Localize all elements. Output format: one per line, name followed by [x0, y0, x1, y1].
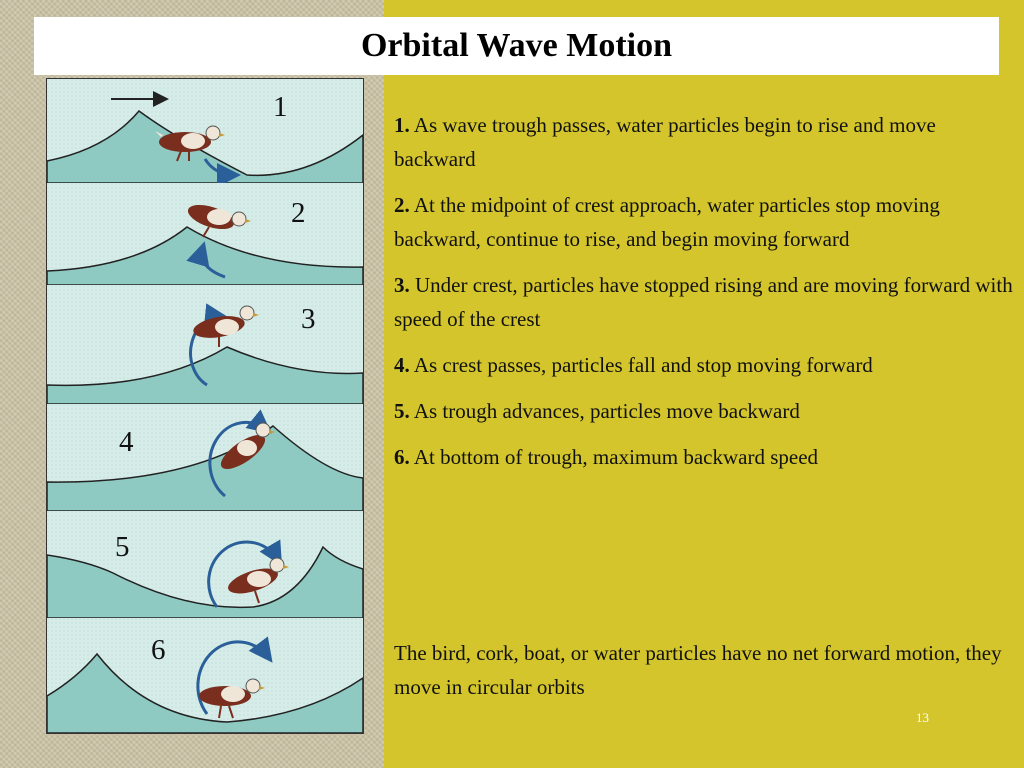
step-5	[394, 394, 1016, 428]
panel-number-5: 5	[115, 531, 130, 563]
panel-number-4: 4	[119, 426, 134, 458]
step-text: As crest passes, particles fall and stop moving forward	[413, 353, 873, 377]
step-number: 4.	[394, 353, 410, 377]
panel-number-6: 6	[151, 634, 166, 666]
wave-panel-3-graphic	[47, 285, 363, 404]
step-number: 3.	[394, 273, 410, 297]
title-banner	[34, 17, 999, 75]
wave-panel-1	[47, 79, 363, 184]
wave-panel-5-graphic	[47, 511, 363, 618]
step-6	[394, 440, 1016, 474]
slide-number: 13	[916, 710, 929, 725]
wave-motion-illustration	[46, 78, 364, 734]
panel-number-1: 1	[273, 91, 288, 123]
step-text: As wave trough passes, water particles begin to rise and move backward	[394, 113, 936, 171]
wave-panel-4	[47, 404, 363, 512]
step-1	[394, 108, 1016, 176]
steps-list	[394, 108, 1016, 486]
step-2	[394, 188, 1016, 256]
wave-panel-2-graphic	[47, 183, 363, 285]
wave-panel-6	[47, 618, 363, 733]
step-number: 5.	[394, 399, 410, 423]
panel-number-2: 2	[291, 197, 306, 229]
step-text: As trough advances, particles move backward	[413, 399, 800, 423]
step-number: 2.	[394, 193, 410, 217]
panel-number-3: 3	[301, 303, 316, 335]
wave-panel-3	[47, 285, 363, 405]
wave-panel-6-graphic	[47, 618, 363, 733]
slide-title: Orbital Wave Motion	[360, 27, 673, 64]
step-text: At the midpoint of crest approach, water particles stop moving backward, continue to rise, and begin moving forward	[394, 193, 940, 251]
wave-panel-4-graphic	[47, 404, 363, 511]
conclusion-text: The bird, cork, boat, or water particles have no net forward motion, they move in circular orbits	[394, 641, 1002, 699]
wave-panel-2	[47, 183, 363, 286]
step-number: 6.	[394, 445, 410, 469]
step-text: Under crest, particles have stopped rising and are moving forward with speed of the crest	[394, 273, 1013, 331]
wave-panel-1-graphic	[47, 79, 363, 183]
step-text: At bottom of trough, maximum backward speed	[413, 445, 819, 469]
step-4	[394, 348, 1016, 382]
step-number: 1.	[394, 113, 410, 137]
step-3	[394, 268, 1016, 336]
wave-panel-5	[47, 511, 363, 619]
